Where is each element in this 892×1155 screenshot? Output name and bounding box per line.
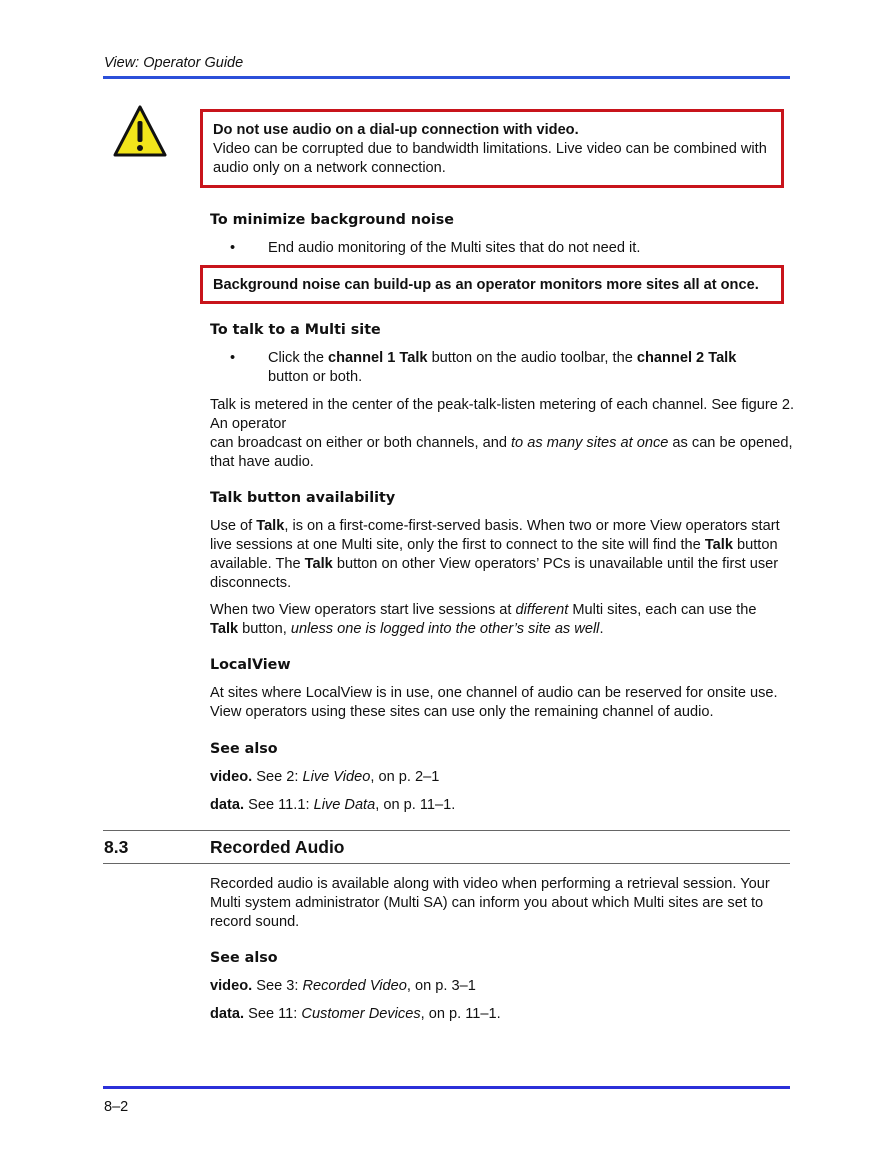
text-run: button on other View operators’ PCs is unavailable until the first user disconnects. bbox=[210, 556, 779, 591]
see-also-1-video-link[interactable] bbox=[210, 768, 800, 787]
heading-see-also-2: See also bbox=[210, 950, 278, 966]
section-title: Recorded Audio bbox=[210, 837, 345, 857]
see-also-1-data-link[interactable] bbox=[210, 796, 800, 815]
bullet-dot: • bbox=[230, 240, 236, 256]
text-run: can broadcast on either or both channels, and bbox=[210, 435, 511, 451]
text-run: button on the audio toolbar, the bbox=[427, 350, 637, 366]
warning-title: Do not use audio on a dial-up connection with video. bbox=[213, 122, 579, 138]
bullet-dot: • bbox=[230, 350, 236, 366]
text-run-italic: Live Video bbox=[302, 769, 371, 785]
localview-paragraph: At sites where LocalView is in use, one channel of audio can be reserved for onsite use. View operators using these sites can use only the remaining channel of audio. bbox=[210, 685, 778, 720]
text-run-bold: data. bbox=[210, 1006, 245, 1022]
text-run: as can be opened, bbox=[668, 435, 793, 451]
text-run: , on p. 2–1 bbox=[370, 769, 440, 785]
text-run-italic: unless one is logged into the other’s site as well bbox=[290, 621, 600, 637]
see-also-2-video-link[interactable] bbox=[210, 977, 800, 996]
heading-talk-availability: Talk button availability bbox=[210, 490, 396, 506]
text-run: , on p. 3–1 bbox=[406, 978, 476, 994]
text-run: , is on a first-come-first-served basis. When two or more View operators start live sessions at one Multi site, only the first to connect to the site will find the bbox=[210, 518, 780, 553]
warning-box bbox=[200, 109, 784, 188]
heading-minimize-noise: To minimize background noise bbox=[210, 212, 454, 228]
text-run-bold: channel 2 Talk bbox=[636, 350, 737, 366]
text-run-bold: Talk bbox=[304, 556, 333, 572]
bullet-talk bbox=[268, 349, 758, 387]
warning-body: Video can be corrupted due to bandwidth limitations. Live video can be combined with audio only on a network connection. bbox=[213, 141, 767, 176]
text-run: , on p. 11–1. bbox=[420, 1006, 501, 1022]
text-run: Multi sites, each can use the bbox=[568, 602, 757, 618]
footer-rule bbox=[103, 1086, 790, 1089]
warning-triangle-icon bbox=[112, 104, 168, 158]
text-run-bold: video. bbox=[210, 769, 253, 785]
text-run-bold: video. bbox=[210, 978, 253, 994]
bullet-minimize: End audio monitoring of the Multi sites that do not need it. bbox=[268, 240, 641, 256]
text-run-italic: different bbox=[515, 602, 569, 618]
availability-paragraph-2 bbox=[210, 601, 770, 639]
recorded-audio-paragraph: Recorded audio is available along with video when performing a retrieval session. Your Multi system administrator (Multi SA) can inform you about which Multi sites are set to record sound. bbox=[210, 876, 770, 930]
see-also-2-data-link[interactable] bbox=[210, 1005, 800, 1024]
text-line: An operator bbox=[210, 416, 287, 432]
text-run-italic: to as many sites at once bbox=[511, 435, 669, 451]
page-number: 8–2 bbox=[104, 1099, 129, 1115]
section-number: 8.3 bbox=[104, 837, 129, 857]
text-run: Click the bbox=[268, 350, 329, 366]
text-run: button available. The bbox=[210, 537, 778, 572]
note-box-background-noise: Background noise can build-up as an operator monitors more sites all at once. bbox=[200, 265, 784, 304]
header-rule bbox=[103, 76, 790, 79]
text-run: See 11.1: bbox=[244, 797, 314, 813]
availability-paragraph-1 bbox=[210, 517, 788, 593]
text-run: . bbox=[599, 621, 604, 637]
heading-see-also-1: See also bbox=[210, 741, 278, 757]
heading-localview: LocalView bbox=[210, 657, 291, 673]
text-line: Talk is metered in the center of the peak-talk-listen metering of each channel. See figure 2. bbox=[210, 397, 795, 413]
text-run-bold: channel 1 Talk bbox=[328, 350, 428, 366]
text-line bbox=[210, 434, 800, 453]
text-run-italic: Recorded Video bbox=[302, 978, 407, 994]
text-line: that have audio. bbox=[210, 454, 314, 470]
text-run: See 2: bbox=[252, 769, 303, 785]
talk-paragraph bbox=[210, 396, 800, 472]
text-run-bold: Talk bbox=[704, 537, 733, 553]
text-run: See 3: bbox=[252, 978, 303, 994]
text-run: See 11: bbox=[244, 1006, 302, 1022]
section-rule-bottom bbox=[103, 863, 790, 864]
text-run-italic: Customer Devices bbox=[301, 1006, 421, 1022]
text-run-bold: Talk bbox=[210, 621, 239, 637]
text-run: , on p. 11–1. bbox=[375, 797, 456, 813]
page-header-title: View: Operator Guide bbox=[104, 55, 244, 71]
text-run-bold: Talk bbox=[256, 518, 285, 534]
section-rule-top bbox=[103, 830, 790, 831]
text-run: button or both. bbox=[268, 369, 363, 385]
text-run-italic: Live Data bbox=[313, 797, 376, 813]
text-run-bold: data. bbox=[210, 797, 245, 813]
heading-talk-to-site: To talk to a Multi site bbox=[210, 322, 381, 338]
text-run: Use of bbox=[210, 518, 257, 534]
text-run: When two View operators start live sessions at bbox=[210, 602, 516, 618]
text-run: button, bbox=[238, 621, 291, 637]
